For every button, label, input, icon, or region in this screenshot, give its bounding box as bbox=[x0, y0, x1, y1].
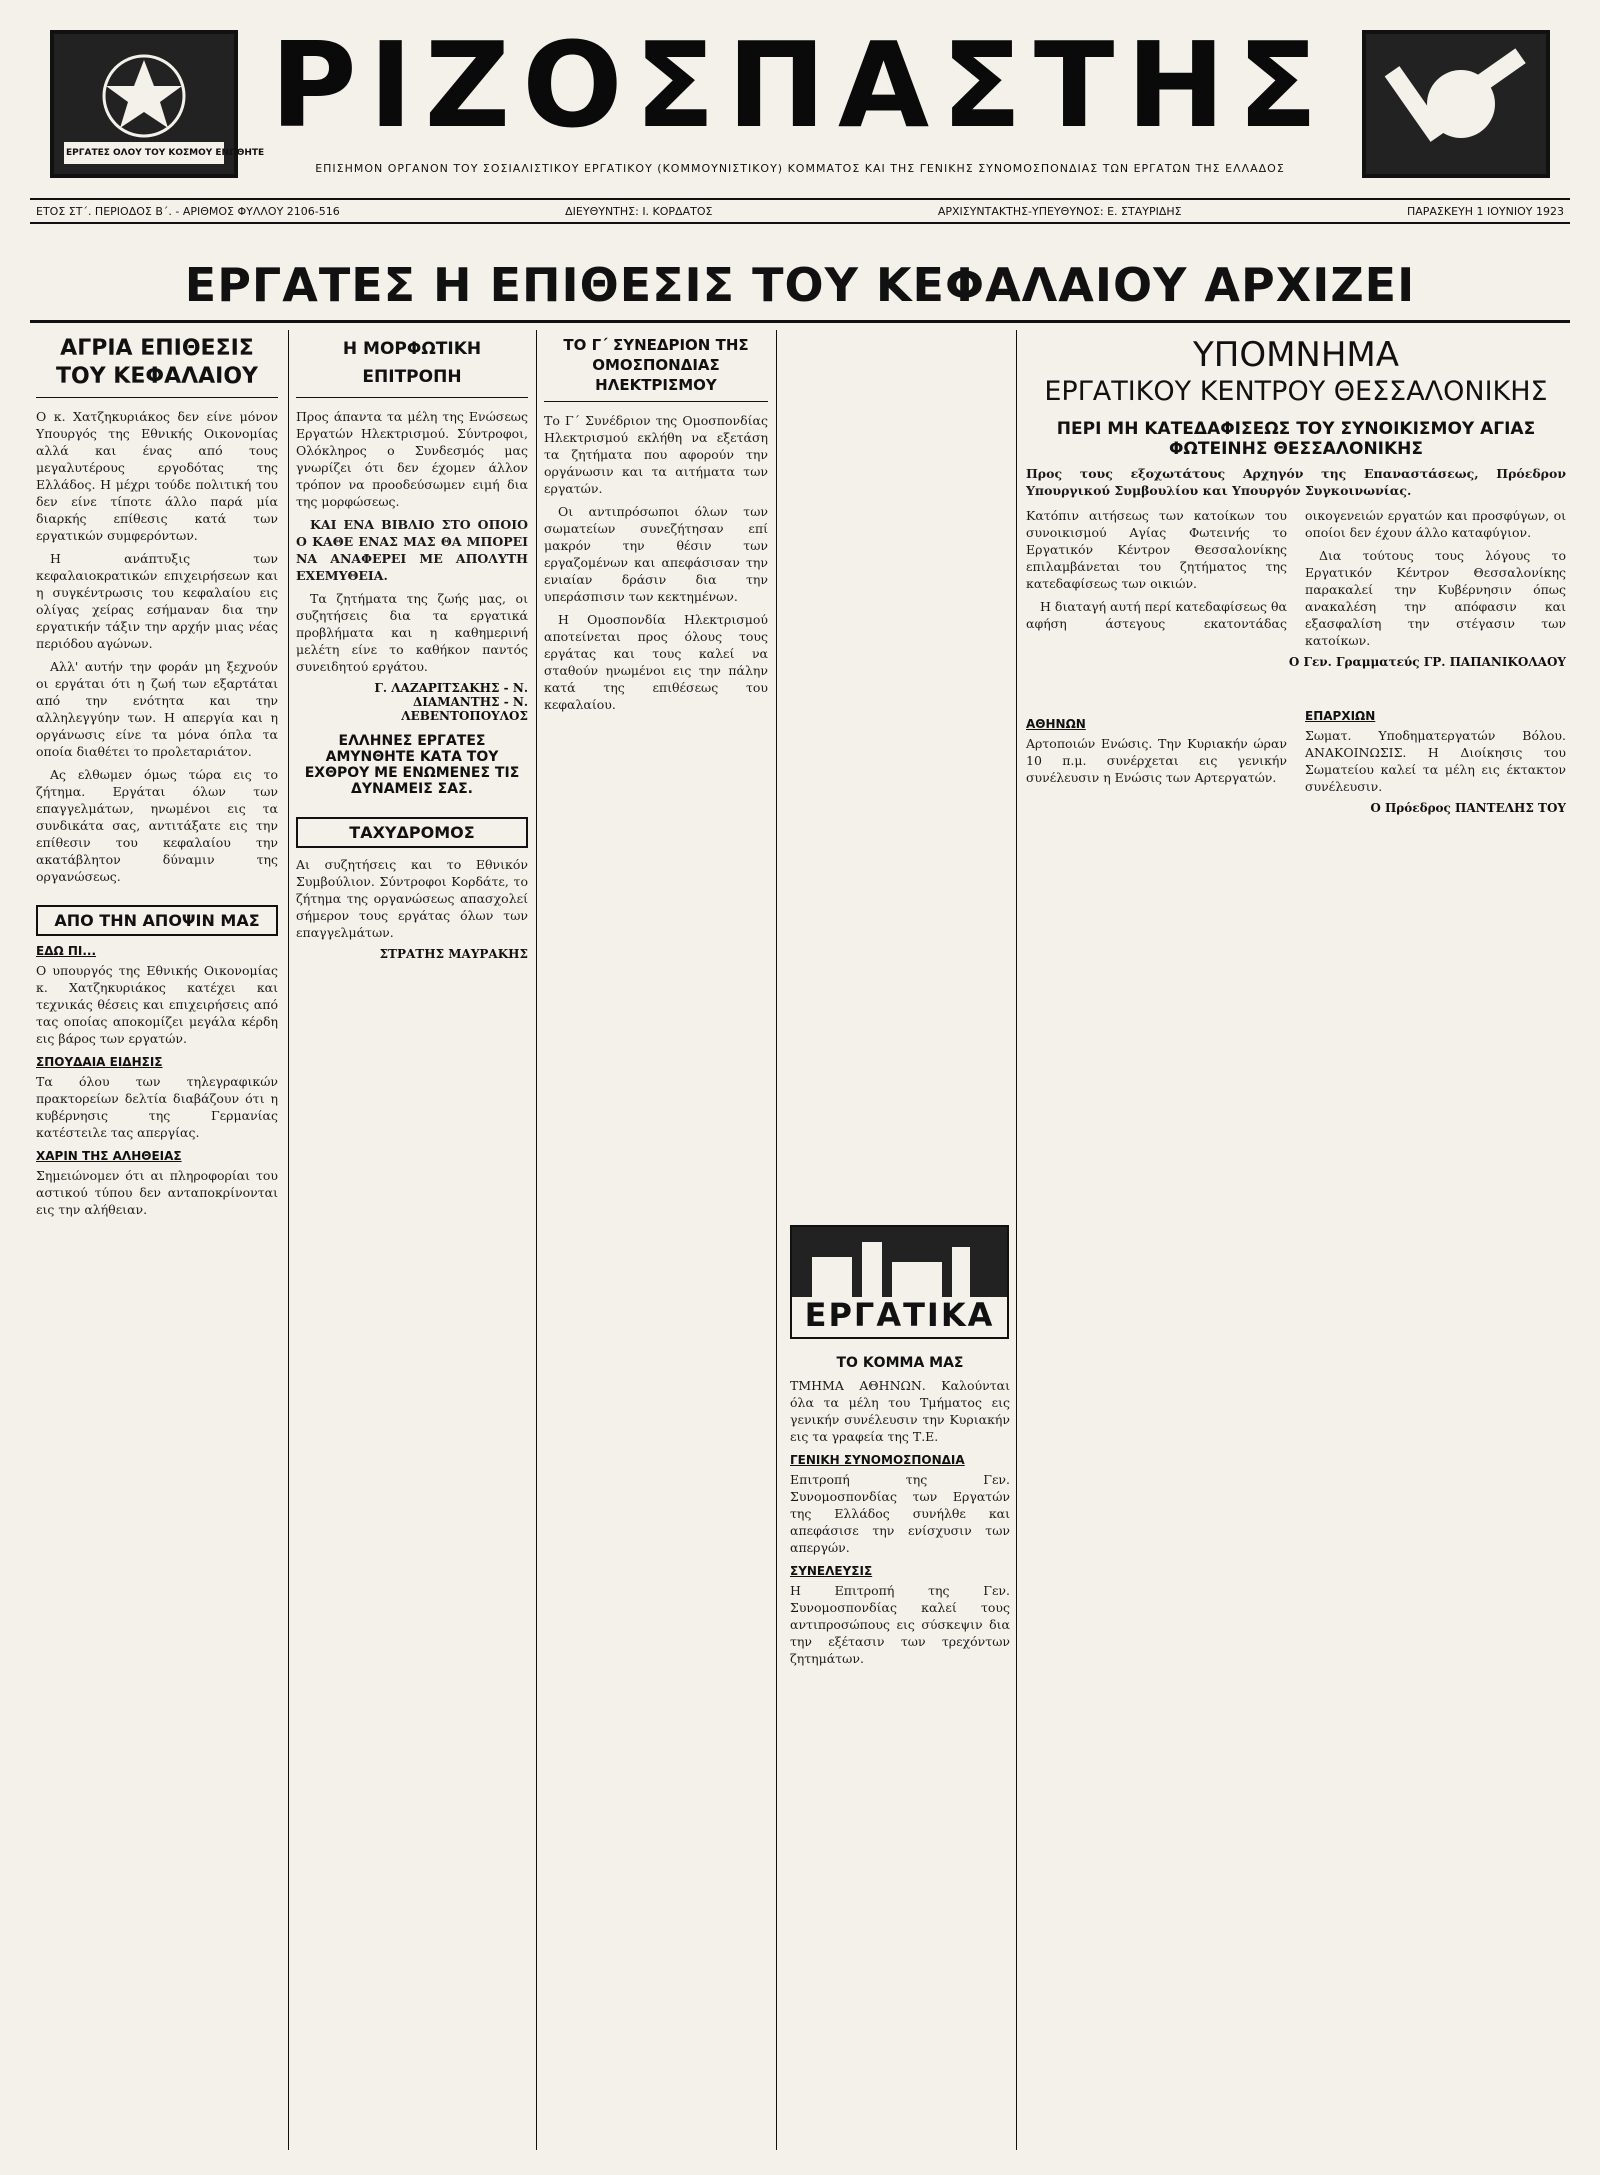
fist-hammer-emblem bbox=[1362, 30, 1550, 178]
main-headline: ΕΡΓΑΤΕΣ Η ΕΠΙΘΕΣΙΣ ΤΟΥ ΚΕΦΑΛΑΙΟΥ ΑΡΧΙΖΕΙ bbox=[30, 250, 1570, 323]
article-column-3 bbox=[544, 335, 768, 2145]
signature: Ο Πρόεδρος ΠΑΝΤΕΛΗΣ ΤΟΥ bbox=[1370, 801, 1566, 815]
section-text: Επιτροπή της Γεν. Συνομοσπονδίας των Εργατών της Ελλάδος συνήλθε και απεφάσισε την ενίσχυσιν των απεργών. bbox=[790, 1472, 1010, 1555]
section-text: Σωματ. Υποδηματεργατών Βόλου. ΑΝΑΚΟΙΝΩΣΙΣ. Η Διοίκησις του Σωματείου καλεί τα μέλη εις έκτακτον συνέλευσιν. bbox=[1305, 728, 1566, 794]
memo-paragraph: Προς τους εξοχωτάτους Αρχηγόν της Επαναστάσεως, Πρόεδρον Υπουργικού Συμβουλίου και Υπουργόν Συγκοινωνίας. bbox=[1026, 466, 1566, 498]
callout-heading: ΕΛΛΗΝΕΣ ΕΡΓΑΤΕΣ ΑΜΥΝΘΗΤΕ ΚΑΤΑ ΤΟΥ ΕΧΘΡΟΥ ΜΕ ΕΝΩΜΕΝΕΣ ΤΙΣ ΔΥΝΑΜΕΙΣ ΣΑΣ. bbox=[304, 733, 520, 797]
article-paragraph: Ο κ. Χατζηκυριάκος δεν είνε μόνον Υπουργός της Εθνικής Οικονομίας αλλά και ένας από τους μεγαλυτέρους εργοδότας της Ελλάδος. Η μέχρι τούδε πολιτική του δεν είνε τίποτε άλλο παρά μία διαρκής επίθεσις κατά των εργατικών συμφερόντων. bbox=[36, 409, 278, 543]
section-text: Σημειώνομεν ότι αι πληροφορίαι του αστικού τύπου δεν ανταποκρίνονται εις την αλήθειαν. bbox=[36, 1168, 278, 1217]
column-divider bbox=[776, 330, 777, 2150]
column-divider bbox=[1016, 330, 1017, 2150]
section-heading: ΣΠΟΥΔΑΙΑ ΕΙΔΗΣΙΣ bbox=[36, 1055, 163, 1069]
section-text: Ο υπουργός της Εθνικής Οικονομίας κ. Χατζηκυριάκος κατέχει και τεχνικάς θέσεις και επιχειρήσεις από τας οποίας αποκομίζει μεγάλα κέρδη εις βάρος των εργατών. bbox=[36, 963, 278, 1046]
column-divider bbox=[288, 330, 289, 2150]
memo-paragraph: Κατόπιν αιτήσεως των κατοίκων του συνοικισμού Αγίας Φωτεινής το Εργατικόν Κέντρον Θεσσαλονίκης επιλαμβάνεται του ζητήματος της κατεδαφίσεως των οικιών. bbox=[1026, 508, 1287, 591]
article-title: Η ΜΟΡΦΩΤΙΚΗ ΕΠΙΤΡΟΠΗ bbox=[296, 335, 528, 398]
masthead bbox=[30, 10, 1570, 190]
article-paragraph: Η Ομοσπονδία Ηλεκτρισμού αποτείνεται προς όλους τους εργάτας και τους καλεί να σταθούν ηνωμένοι εις την πάλην κατά της επιθέσεως του κεφαλαίου. bbox=[544, 612, 768, 712]
section-text: Αρτοποιών Ενώσις. Την Κυριακήν ώραν 10 π.μ. συνέρχεται εις γενικήν συνέλευσιν η Ενώσις των Αρτεργατών. bbox=[1026, 736, 1287, 785]
section-heading: ΧΑΡΙΝ ΤΗΣ ΑΛΗΘΕΙΑΣ bbox=[36, 1149, 182, 1163]
section-title: ΑΠΟ ΤΗΝ ΑΠΟΨΙΝ ΜΑΣ bbox=[36, 905, 278, 936]
article-title: ΑΓΡΙΑ ΕΠΙΘΕΣΙΣ ΤΟΥ ΚΕΦΑΛΑΙΟΥ bbox=[36, 335, 278, 398]
ergatika-column bbox=[790, 1345, 1010, 2145]
workers-unite-emblem bbox=[50, 30, 265, 178]
article-paragraph: Προς άπαντα τα μέλη της Ενώσεως Εργατών Ηλεκτρισμού. Σύντροφοι, Ολόκληρος ο Συνδεσμός μας γνωρίζει ότι δεν έχομεν άλλον τρόπον να προοδεύσωμεν ειμή δια της μορφώσεως. bbox=[296, 409, 528, 509]
article-paragraph: Αλλ' αυτήν την φοράν μη ξεχνούν οι εργάται ότι η ζωή των εξαρτάται από την ενότητα και την αλληλεγγύην των. Η απεργία και η οργάνωσις είνε τα μόνα όπλα τα οποία διαθέτει το προλεταριάτον. bbox=[36, 659, 278, 759]
memo-paragraph: Δια τούτους τους λόγους το Εργατικόν Κέντρον Θεσσαλονίκης παρακαλεί την Κυβέρνησιν όπως ανακαλέση την απόφασιν και εξασφαλίση την στέγασιν των κατοίκων. bbox=[1305, 548, 1566, 648]
article-column-2 bbox=[296, 335, 528, 2145]
section-text: Η Επιτροπή της Γεν. Συνομοσπονδίας καλεί τους αντιπροσώπους εις σύσκεψιν δια την εξέτασιν των τρεχόντων ζητημάτων. bbox=[790, 1583, 1010, 1666]
signature: Γ. ΛΑΖΑΡΙΤΣΑΚΗΣ - Ν. ΔΙΑΜΑΝΤΗΣ - Ν. ΛΕΒΕΝΤΟΠΟΥΛΟΣ bbox=[374, 681, 528, 723]
memo-title-main: ΕΡΓΑΤΙΚΟΥ ΚΕΝΤΡΟΥ ΘΕΣΣΑΛΟΝΙΚΗΣ bbox=[1044, 376, 1548, 407]
ergatika-subtitle: ΤΟ ΚΟΜΜΑ ΜΑΣ bbox=[836, 1355, 964, 1371]
newspaper-title: ΡΙΖΟΣΠΑΣΤΗΣ bbox=[270, 16, 1330, 154]
issue-date: ΠΑΡΑΣΚΕΥΗ 1 ΙΟΥΝΙΟΥ 1923 bbox=[1406, 204, 1564, 218]
newspaper-subtitle: ΕΠΙΣΗΜΟΝ ΟΡΓΑΝΟΝ ΤΟΥ ΣΟΣΙΑΛΙΣΤΙΚΟΥ ΕΡΓΑΤΙΚΟΥ (ΚΟΜΜΟΥΝΙΣΤΙΚΟΥ) ΚΟΜΜΑΤΟΣ ΚΑΙ ΤΗΣ ΓΕΝΙΚΗΣ ΣΥΝΟΜΟΣΠΟΝΔΙΑΣ ΤΩΝ ΕΡΓΑΤΩΝ ΤΗΣ ΕΛΛΑΔΟΣ bbox=[315, 162, 1285, 175]
box-title: ΤΑΧΥΔΡΟΜΟΣ bbox=[296, 817, 528, 848]
issue-info-bar bbox=[30, 198, 1570, 224]
section-heading: ΕΔΩ ΠΙ... bbox=[36, 944, 97, 958]
hammer-fist-icon bbox=[1366, 34, 1546, 174]
article-title: ΤΟ Γ΄ ΣΥΝΕΔΡΙΟΝ ΤΗΣ ΟΜΟΣΠΟΝΔΙΑΣ ΗΛΕΚΤΡΙΣΜΟΥ bbox=[544, 335, 768, 402]
column-divider bbox=[536, 330, 537, 2150]
article-paragraph: Τα ζητήματα της ζωής μας, οι συζητήσεις δια τα εργατικά προβλήματα και η καθημερινή μελέτη είνε το καθήκον παντός συνειδητού εργάτου. bbox=[296, 591, 528, 674]
notices-body bbox=[1026, 709, 1566, 795]
article-paragraph: Το Γ΄ Συνέδριον της Ομοσπονδίας Ηλεκτρισμού εκλήθη να εξετάση τα ζητήματα που αφορούν την οργάνωσιν και τα αιτήματα των εργατών. bbox=[544, 413, 768, 496]
box-text: Αι συζητήσεις και το Εθνικόν Συμβούλιον. Σύντροφοι Κορδάτε, το ζήτημα της οργανώσεως απασχολεί σήμερον τους εργάτας όλων των επαγγελμάτων. bbox=[296, 857, 528, 940]
article-column-1 bbox=[36, 335, 278, 2145]
editor: ΑΡΧΙΣΥΝΤΑΚΤΗΣ-ΥΠΕΥΘΥΝΟΣ: Ε. ΣΤΑΥΡΙΔΗΣ bbox=[937, 204, 1182, 218]
memo-paragraph: Η διαταγή αυτή περί κατεδαφίσεως θα αφήση άστεγους εκατοντάδας οικογενειών εργατών και προσφύγων, οι οποίοι δεν έχουν άλλο καταφύγιον. bbox=[1026, 508, 1566, 631]
article-column-4 bbox=[1026, 335, 1566, 2145]
article-paragraph: Οι αντιπρόσωποι όλων των σωματείων συνεζήτησαν επί μακρόν την θέσιν των εργαζομένων και απεφάσισαν την ενιαίαν δράσιν δια την υπεράσπισιν των κεκτημένων. bbox=[544, 504, 768, 604]
memo-body bbox=[1026, 507, 1566, 649]
article-paragraph: ΚΑΙ ΕΝΑ ΒΙΒΛΙΟ ΣΤΟ ΟΠΟΙΟ Ο ΚΑΘΕ ΕΝΑΣ ΜΑΣ ΘΑ ΜΠΟΡΕΙ ΝΑ ΑΝΑΦΕΡΕΙ ΜΕ ΑΠΟΛΥΤΗ ΕΧΕΜΥΘΕΙΑ. bbox=[296, 517, 528, 583]
article-paragraph: Ας ελθωμεν όμως τώρα εις το ζήτημα. Εργάται όλων των επαγγελμάτων, ηνωμένοι εις τα συνδικάτα σας, αντιτάξατε εις την επίθεσιν του κεφαλαίου την ακατάβλητον δύναμιν της οργανώσεως. bbox=[36, 767, 278, 884]
emblem-motto: ΕΡΓΑΤΕΣ ΟΛΟΥ ΤΟΥ ΚΟΣΜΟΥ ΕΝΩΘΗΤΕ bbox=[66, 148, 265, 158]
memo-title-top: ΥΠΟΜΝΗΜΑ bbox=[1192, 335, 1400, 375]
ergatika-text: ΤΜΗΜΑ ΑΘΗΝΩΝ. Καλούνται όλα τα μέλη του Τμήματος εις γενικήν συνέλευσιν την Κυριακήν εις τα γραφεία της Τ.Ε. bbox=[790, 1378, 1010, 1444]
memo-subtitle: ΠΕΡΙ ΜΗ ΚΑΤΕΔΑΦΙΣΕΩΣ ΤΟΥ ΣΥΝΟΙΚΙΣΜΟΥ ΑΓΙΑΣ ΦΩΤΕΙΝΗΣ ΘΕΣΣΑΛΟΝΙΚΗΣ bbox=[1056, 419, 1536, 459]
section-heading: ΓΕΝΙΚΗ ΣΥΝΟΜΟΣΠΟΝΔΙΑ bbox=[790, 1453, 965, 1467]
director: ΔΙΕΥΘΥΝΤΗΣ: Ι. ΚΟΡΔΑΤΟΣ bbox=[565, 204, 713, 218]
ergatika-banner bbox=[790, 1225, 1009, 1339]
issue-number: ΕΤΟΣ ΣΤ΄. ΠΕΡΙΟΔΟΣ Β΄. - ΑΡΙΘΜΟΣ ΦΥΛΛΟΥ 2106-516 bbox=[36, 204, 340, 218]
section-text: Τα όλου των τηλεγραφικών πρακτορείων δελτία διαβάζουν ότι η κυβέρνησις της Γερμανίας κατέστειλε τας απεργίας. bbox=[36, 1074, 278, 1140]
article-paragraph: Η ανάπτυξις των κεφαλαιοκρατικών επιχειρήσεων και η συγκέντρωσις του κεφαλαίου εις ολίγας χείρας εσήμαναν δια την εργατικήν τάξιν την αρχήν μιας νέας περιόδου αγώνων. bbox=[36, 551, 278, 651]
section-heading: ΑΘΗΝΩΝ bbox=[1026, 717, 1086, 731]
signature: Ο Γεν. Γραμματεύς ΓΡ. ΠΑΠΑΝΙΚΟΛΑΟΥ bbox=[1288, 655, 1566, 669]
factory-illustration-icon bbox=[792, 1227, 1007, 1297]
signature: ΣΤΡΑΤΗΣ ΜΑΥΡΑΚΗΣ bbox=[379, 947, 528, 961]
section-heading: ΣΥΝΕΛΕΥΣΙΣ bbox=[790, 1564, 873, 1578]
section-heading: ΕΠΑΡΧΙΩΝ bbox=[1305, 709, 1376, 723]
ergatika-label: ΕΡΓΑΤΙΚΑ bbox=[804, 1296, 995, 1334]
